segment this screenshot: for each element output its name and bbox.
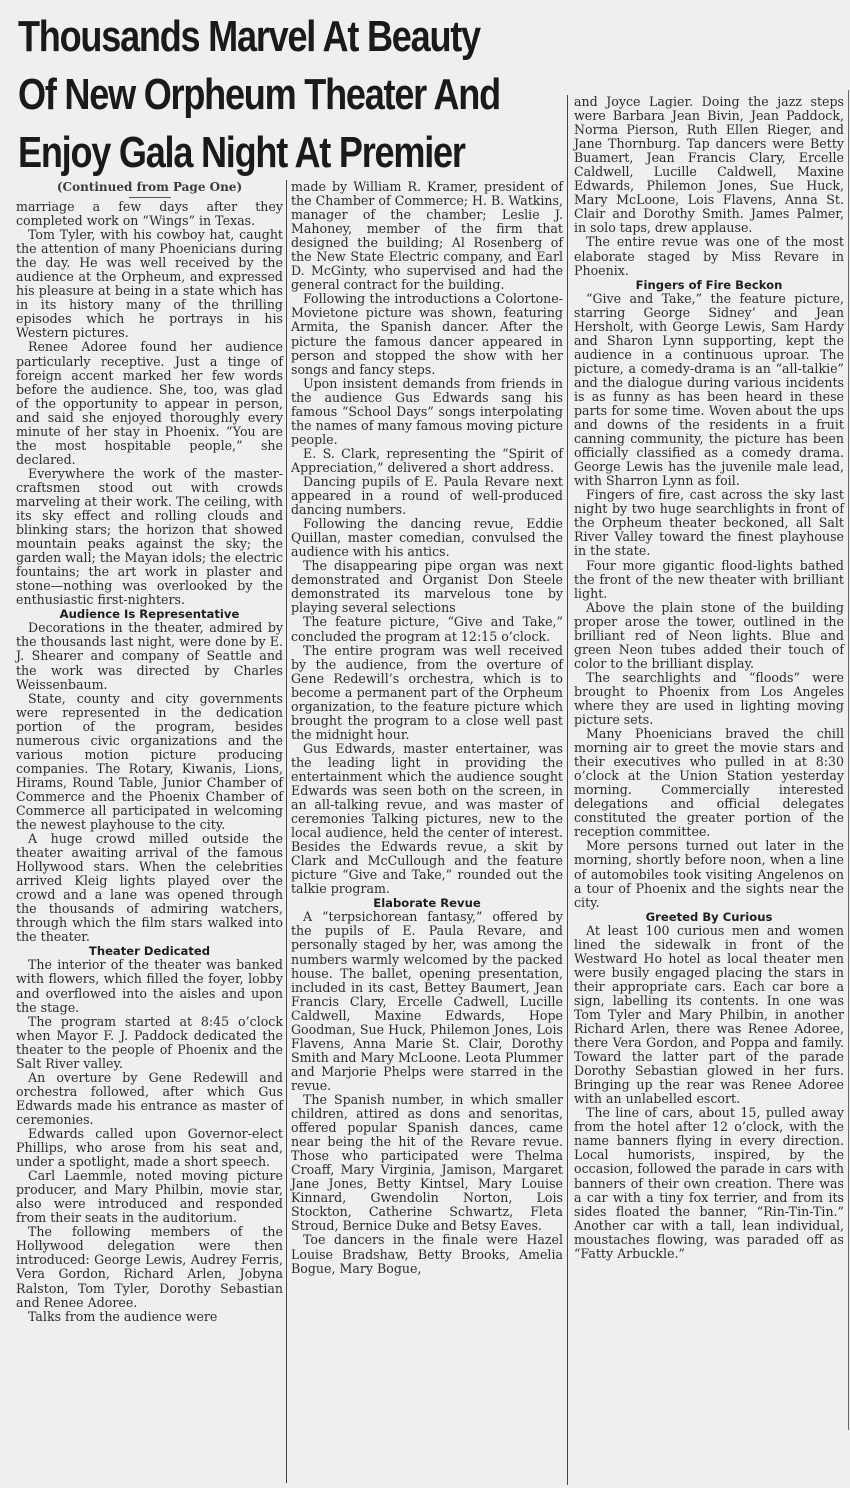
headline (18, 8, 566, 182)
paragraph: The program started at 8:45 o’clock when Mayor F. J. Paddock dedicated the theater to the people of Phoenix and the Salt River valley. (16, 1013, 283, 1071)
column-rule-right (848, 90, 849, 1430)
subheading: Audience Is Representative (59, 607, 240, 622)
subheading: Fingers of Fire Beckon (635, 277, 783, 292)
headline-line-2: Of New Orpheum Theater And (18, 70, 500, 119)
paragraph: The entire program was well received by the audience, from the overture of Gene Redewill’s orchestra, which is to become a permanent part of the Orpheum organization, to the feature picture which brought the program to a close well past the midnight hour. (291, 642, 563, 742)
paragraph: Renee Adoree found her audience particularly receptive. Just a tinge of foreign accent marked her few words before the audience. She, too, was glad of the opportunity to appear in person, and said she enjoyed thoroughly every minute of her stay in Phoenix. “You are the most hospitable people,” she declared. (16, 339, 283, 467)
paragraph: Decorations in the theater, admired by the thousands last night, were done by E. J. Shearer and company of Seattle and the work was directed by Charles Weissenbaum. (16, 620, 283, 692)
column-rule-1 (286, 180, 287, 1483)
paragraph: marriage a few days after they completed work on “Wings” in Texas. (16, 199, 283, 229)
paragraph: Many Phoenicians braved the chill morning air to greet the movie stars and their executives who pulled in at 8:30 o’clock at the Union Station yesterday morning. Commercially interested delegations and official delegates constituted the greater portion of the reception committee. (574, 726, 844, 840)
paragraph: At least 100 curious men and women lined the sidewalk in front of the Westward Ho hotel as local theater men were busily engaged placing the stars in their appropriate cars. Each car bore a sign, labelling its contents. In one was Tom Tyler and Mary Philbin, in another Richard Arlen, there was Renee Adoree, there Vera Gordon, and Poppa and family. Toward the latter part of the parade Dorothy Sebastian glowed in her furs. Bringing up the rear was Renee Adoree with an unlabelled escort. (574, 922, 844, 1107)
paragraph: The following members of the Hollywood delegation were then introduced: George Lewis, Audrey Ferris, Vera Gordon, Richard Arlen, Jobyna Ralston, Tom Tyler, Dorothy Sebastian and Renee Adoree. (16, 1224, 283, 1310)
article-column-3 (574, 95, 844, 1261)
paragraph: A huge crowd milled outside the theater awaiting arrival of the famous Hollywood stars. When the celebrities arrived Kleig lights played over the crowd and a lane was opened through the thousands of admiring watchers, through which the film stars walked into the theater. (16, 831, 283, 945)
paragraph: The entire revue was one of the most elaborate staged by Miss Revare in Phoenix. (574, 234, 844, 278)
paragraph: Four more gigantic flood-lights bathed the front of the new theater with brilliant light. (574, 557, 844, 601)
paragraph: Dancing pupils of E. Paula Revare next appeared in a round of well-produced dancing numbers. (291, 473, 563, 518)
paragraph: An overture by Gene Redewill and orchestra followed, after which Gus Edwards made his entrance as master of ceremonies. (16, 1069, 283, 1127)
short-rule (129, 197, 171, 198)
paragraph: Upon insistent demands from friends in the audience Gus Edwards sang his famous “School Days” songs interpolating the names of many famous moving picture people. (291, 375, 563, 447)
paragraph: E. S. Clark, representing the “Spirit of Appreciation,” delivered a short address. (291, 445, 563, 475)
paragraph: Following the dancing revue, Eddie Quillan, master comedian, convulsed the audience with his antics. (291, 516, 563, 560)
paragraph: Edwards called upon Governor-elect Phillips, who arose from his seat and, under a spotlight, made a short speech. (16, 1126, 283, 1170)
paragraph: Above the plain stone of the building proper arose the tower, outlined in the brilliant red of Neon lights. Blue and green Neon tubes added their touch of color to the brilliant display. (574, 599, 844, 671)
paragraph: Everywhere the work of the master-craftsmen stood out with crowds marveling at their work. The ceiling, with its sky effect and rolling clouds and blinking stars; the horizon that showed mountain peaks against the sky; the garden wall; the Mayan idols; the electric fountains; the art work in plaster and stone—nothing was overlooked by the enthusiastic first-nighters. (16, 465, 283, 608)
subheading: Greeted By Curious (645, 909, 773, 924)
headline-line-3: Enjoy Gala Night At Premier (18, 128, 465, 177)
paragraph: Carl Laemmle, noted moving picture producer, and Mary Philbin, movie star, also were introduced and responded from their seats in the auditorium. (16, 1168, 283, 1226)
paragraph: Talks from the audience were (28, 1308, 218, 1324)
paragraph: A “terpsichorean fantasy,” offered by the pupils of E. Paula Revare, and personally staged by her, was among the numbers warmly welcomed by the packed house. The ballet, opening presentation, included in its cast, Bettey Baumert, Jean Francis Clary, Ercelle Cadwell, Lucille Caldwell, Maxine Edwards, Hope Goodman, Sue Huck, Philemon Jones, Lois Flavens, Anna Marie St. Clair, Dorothy Smith and Mary McLoone. Leota Plummer and Marjorie Phelps were starred in the revue. (291, 909, 563, 1093)
paragraph: Gus Edwards, master entertainer, was the leading light in providing the entertainment which the audience sought Edwards was seen both on the screen, in an all-talking revue, and was master of ceremonies Talking pictures, new to the local audience, held the center of interest. Besides the Edwards revue, a skit by Clark and McCullough and the feature picture “Give and Take,” rounded out the talkie program. (291, 740, 563, 897)
column-rule-2 (567, 95, 568, 1485)
paragraph: State, county and city governments were represented in the dedication portion of the program, besides numerous civic organizations and the various motion picture producing companies. The Rotary, Kiwanis, Lions, Hirams, Round Table, Junior Chamber of Commerce and the Phoenix Chamber of Commerce all participated in welcoming the newest playhouse to the city. (16, 690, 283, 833)
paragraph: The feature picture, “Give and Take,” concluded the program at 12:15 o’clock. (291, 614, 563, 644)
paragraph: Tom Tyler, with his cowboy hat, caught the attention of many Phoenicians during the day. He was well received by the audience at the Orpheum, and expressed his pleasure at being in a state which has in its history many of the thrilling episodes which he portrays in his Western pictures. (16, 227, 283, 341)
paragraph: The Spanish number, in which smaller children, attired as dons and senoritas, offered popular Spanish dances, came near being the hit of the Revare revue. Those who participated were Thelma Croaff, Mary Virginia, Jamison, Margaret Jane Jones, Betty Kintsel, Mary Louise Kinnard, Gwendolin Norton, Lois Stockton, Catherine Schwartz, Fleta Stroud, Bernice Duke and Betsy Eaves. (291, 1092, 563, 1234)
paragraph: The line of cars, about 15, pulled away from the hotel after 12 o’clock, with the name banners flying in every direction. Local humorists, inspired, by the occasion, followed the parade in cars with banners of their own creation. There was a car with a tiny fox terrier, and from its sides floated the banner, “Rin-Tin-Tin.” Another car with a tall, lean individual, moustaches flowing, was paraded off as “Fatty Arbuckle.” (574, 1105, 844, 1261)
paragraph: Toe dancers in the finale were Hazel Louise Bradshaw, Betty Brooks, Amelia Bogue, Mary Bogue, (291, 1232, 563, 1276)
subheading: Theater Dedicated (88, 944, 211, 959)
paragraph: and Joyce Lagier. Doing the jazz steps were Barbara Jean Bivin, Jean Paddock, Norma Pierson, Ruth Ellen Rieger, and Jane Thornburg. Tap dancers were Betty Buamert, Jean Francis Clary, Ercelle Caldwell, Lucille Caldwell, Maxine Edwards, Philemon Jones, Sue Huck, Mary McLoone, Lois Flavens, Anna St. Clair and Dorothy Smith. James Palmer, in solo taps, drew applause. (574, 94, 844, 236)
paragraph: More persons turned out later in the morning, shortly before noon, when a line of automobiles took visiting Angelenos on a tour of Phoenix and the sights near the city. (574, 838, 844, 910)
headline-line-1: Thousands Marvel At Beauty (18, 12, 480, 61)
paragraph: Following the introductions a Colortone-Movietone picture was shown, featuring Armita, the Spanish dancer. After the picture the famous dancer appeared in person and stopped the show with her songs and fancy steps. (291, 291, 563, 377)
article-column-1 (16, 180, 283, 1324)
paragraph: Fingers of fire, cast across the sky last night by two huge searchlights in front of the Orpheum theater beckoned, all Salt River Valley toward the finest playhouse in the state. (574, 487, 844, 559)
article-column-2 (291, 180, 563, 1276)
paragraph: The disappearing pipe organ was next demonstrated and Organist Don Steele demonstrated its marvelous tone by playing several selections (291, 558, 563, 616)
paragraph: made by William R. Kramer, president of the Chamber of Commerce; H. B. Watkins, manager of the chamber; Leslie J. Mahoney, member of the firm that designed the building; Al Rosenberg of the New State Electric company, and Earl D. McGinty, who supervised and had the general contract for the building. (291, 179, 563, 293)
paragraph: The searchlights and “floods” were brought to Phoenix from Los Angeles where they are used in lighting moving picture sets. (574, 669, 844, 728)
paragraph: The interior of the theater was banked with flowers, which filled the foyer, lobby and overflowed into the aisles and upon the stage. (16, 957, 283, 1015)
paragraph: “Give and Take,” the feature picture, starring George Sidney’ and Jean Hersholt, with George Lewis, Sam Hardy and Sharon Lynn supporting, kept the audience in a continuous uproar. The picture, a comedy-drama is an “all-talkie” and the dialogue during various incidents is as funny as has been heard in these parts for some time. Woven about the ups and downs of the residents in a fruit canning community, the picture has been officially classified as a comedy drama. George Lewis has the juvenile male lead, with Sharron Lynn as foil. (574, 290, 844, 489)
subheading: Elaborate Revue (373, 896, 481, 911)
continued-note: (Continued from Page One) (56, 180, 243, 194)
